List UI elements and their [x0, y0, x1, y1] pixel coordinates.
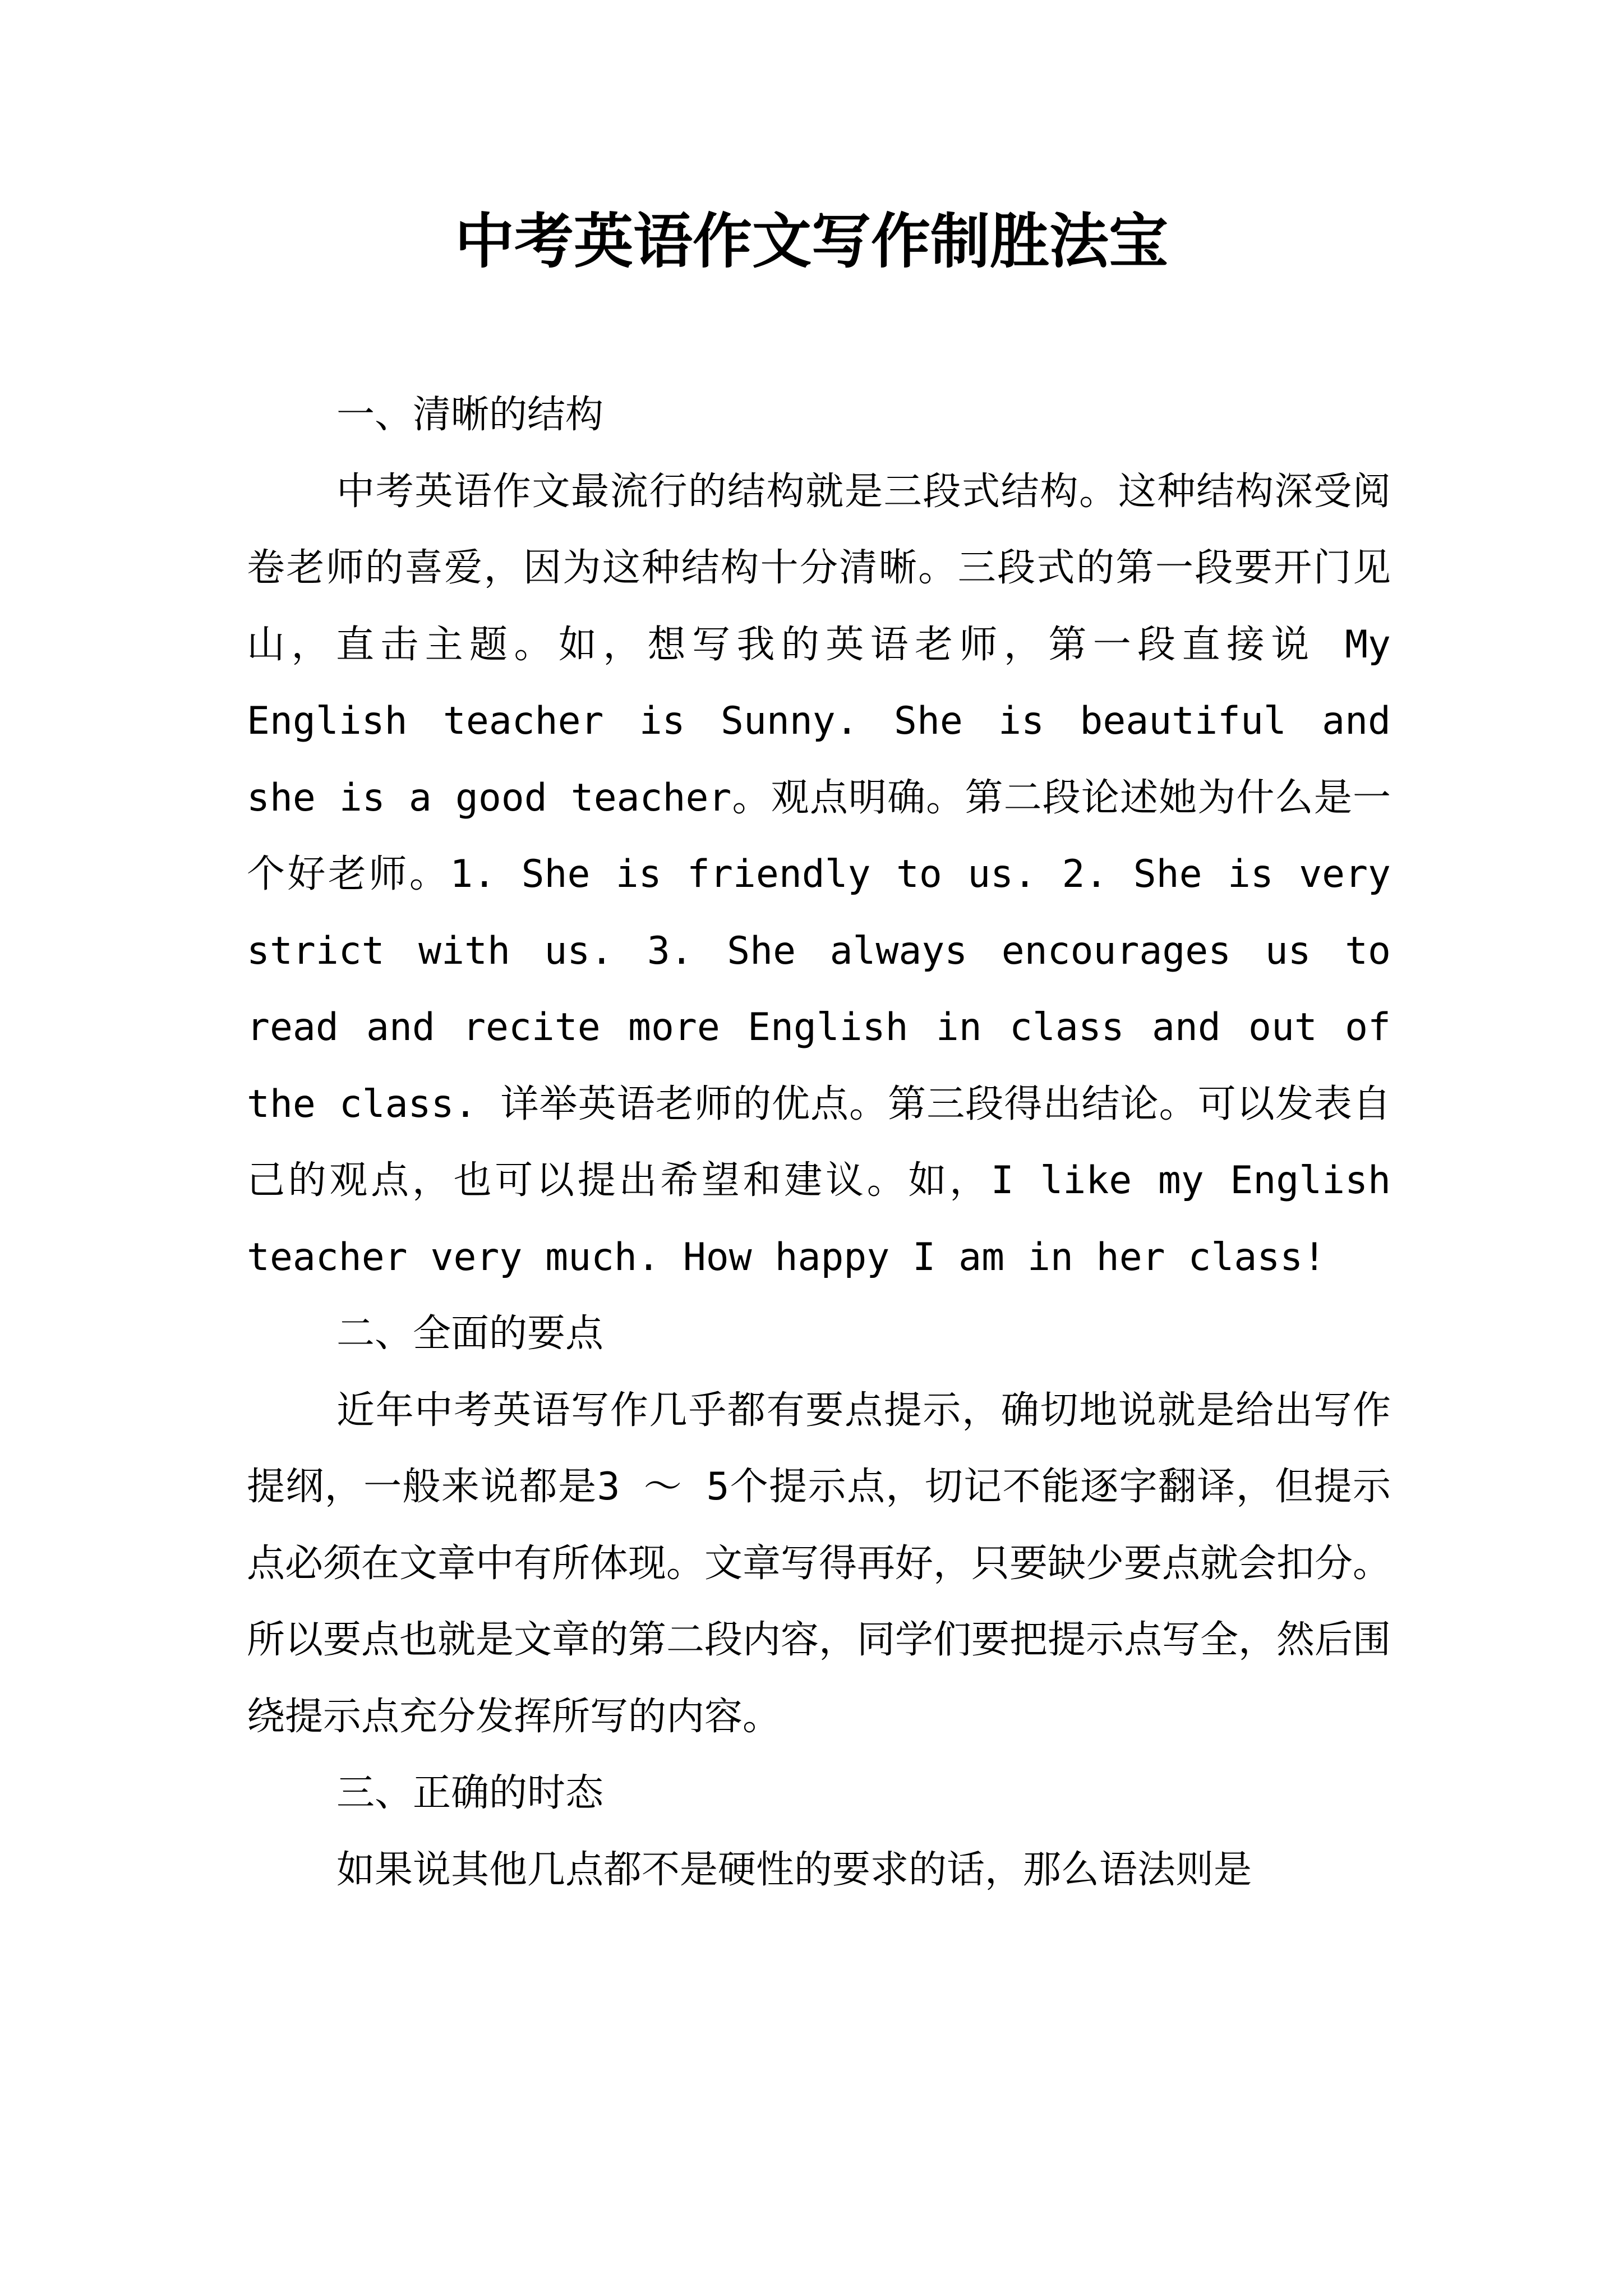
- section-heading-structure: 一、清晰的结构: [336, 393, 604, 437]
- document-title: 中考英语作文写作制胜法宝: [455, 206, 1168, 276]
- section-heading-key-points: 二、全面的要点: [336, 1312, 604, 1356]
- section-paragraph-key-points: 近年中考英语写作几乎都有要点提示，确切地说就是给出写作提纲，一般来说都是3 ～ 5个提示点，切记不能逐字翻译，但提示点必须在文章中有所体现。文章写得再好，只要缺少要点就会扣分。所以要点也就是文章的第二段内容，同学们要把提示点写全，然后围绕提示点充分发挥所写的内容。: [247, 1388, 1391, 1739]
- document-body: [247, 377, 1391, 1908]
- section-paragraph-tense: 如果说其他几点都不是硬性的要求的话，那么语法则是: [336, 1847, 1252, 1892]
- section-paragraph-structure: 中考英语作文最流行的结构就是三段式结构。这种结构深受阅卷老师的喜爱，因为这种结构十分清晰。三段式的第一段要开门见山，直击主题。如，想写我的英语老师，第一段直接说 My English teacher is Sunny. She is beautiful and she is a good teacher。观点明确。第二段论述她为什么是一个好老师。1. She is friendly to us. 2. She is very strict with us. 3. She always encourages us to read and recite more English in class and out of the class. 详举英语老师的优点。第三段得出结论。可以发表自己的观点，也可以提出希望和建议。如，I like my English teacher very much. How happy I am in her class!: [247, 469, 1391, 1280]
- section-heading-tense: 三、正确的时态: [336, 1771, 604, 1815]
